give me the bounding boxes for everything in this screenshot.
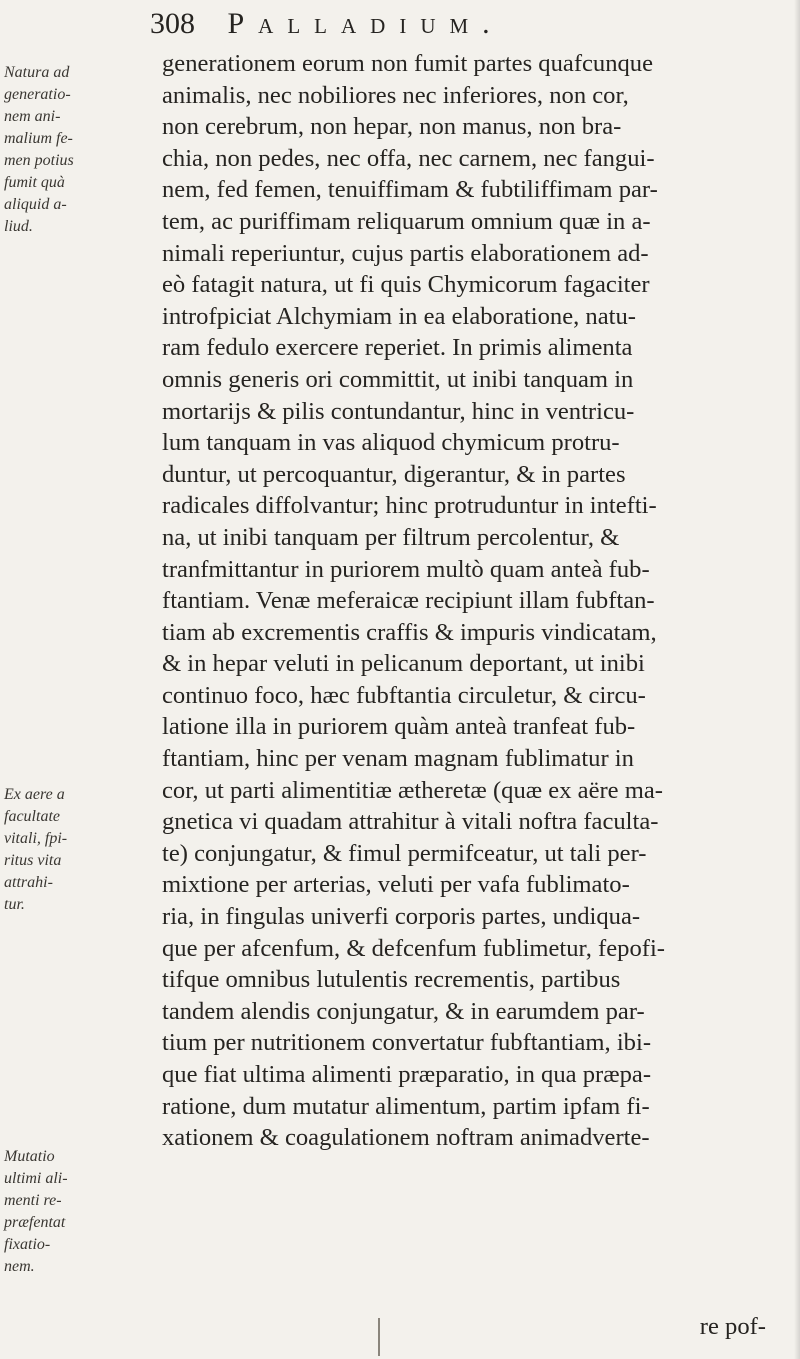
- margin-note-line: nem.: [4, 1258, 35, 1275]
- margin-note-line: Mutatio: [4, 1148, 55, 1165]
- catchword: re pof-: [699, 1313, 766, 1340]
- text-line: mortarijs & pilis contundantur, hinc in ventricu-: [162, 397, 635, 425]
- text-line: generationem eorum non fumit partes quafcunque: [162, 50, 654, 77]
- text-line: tandem alendis conjungatur, & in earumdem par-: [162, 997, 645, 1025]
- text-line: lum tanquam in vas aliquod chymicum protru-: [162, 429, 620, 457]
- text-line: omnis generis ori committit, ut inibi tanquam in: [162, 365, 634, 393]
- text-line: radicales diffolvantur; hinc protruduntur in intefti-: [162, 492, 657, 520]
- text-line: te) conjungatur, & fimul permifceatur, ut tali per-: [162, 839, 647, 867]
- margin-note-mutatio: [4, 1146, 154, 1278]
- text-line: cor, ut parti alimentitiæ ætheretæ (quæ ex aëre ma-: [162, 776, 663, 804]
- text-line: mixtione per arterias, veluti per vafa fublimato-: [162, 871, 630, 899]
- margin-note-line: Natura ad: [4, 64, 70, 81]
- margin-note-line: liud.: [4, 218, 33, 235]
- running-title: Palladium.: [227, 7, 504, 40]
- text-line: gnetica vi quadam attrahitur à vitali noftra faculta-: [162, 808, 659, 836]
- margin-note-line: aliquid a-: [4, 196, 67, 213]
- margin-note-line: fumit quà: [4, 174, 65, 191]
- margin-note-line: facultate: [4, 808, 60, 825]
- text-line: ftantiam. Venæ meferaicæ recipiunt illam fubftan-: [162, 587, 655, 615]
- text-line: latione illa in puriorem quàm anteà tranfeat fub-: [162, 713, 636, 741]
- text-line: duntur, ut percoquantur, digerantur, & in partes: [162, 460, 626, 488]
- margin-note-line: præfentat: [4, 1214, 66, 1231]
- text-line: na, ut inibi tanquam per filtrum percolentur, &: [162, 523, 620, 551]
- text-line: tium per nutritionem convertatur fubftantiam, ibi-: [162, 1029, 652, 1057]
- margin-note-line: generatio-: [4, 86, 71, 103]
- text-line: ria, in fingulas univerfi corporis partes, undiqua-: [162, 903, 641, 931]
- text-line: non cerebrum, non hepar, non manus, non bra-: [162, 113, 622, 141]
- text-line: chia, non pedes, nec offa, nec carnem, nec fangui-: [162, 144, 655, 172]
- margin-note-line: ritus vita: [4, 852, 62, 869]
- margin-note-line: nem ani-: [4, 108, 61, 125]
- text-line: que per afcenfum, & defcenfum fublimetur, fepofi-: [162, 934, 665, 962]
- text-line: continuo foco, hæc fubftantia circuletur, & circu-: [162, 681, 646, 709]
- page-header: [150, 4, 790, 44]
- margin-note-line: ultimi ali-: [4, 1170, 68, 1187]
- text-line: ram fedulo exercere reperiet. In primis alimenta: [162, 334, 633, 362]
- margin-note-line: vitali, fpi-: [4, 830, 68, 847]
- text-line: tem, ac puriffimam reliquarum omnium quæ in a-: [162, 207, 651, 235]
- text-line: que fiat ultima alimenti præparatio, in qua præpa-: [162, 1061, 652, 1088]
- text-line: nimali reperiuntur, cujus partis elaborationem ad-: [162, 239, 649, 267]
- text-line: tranfmittantur in puriorem multò quam anteà fub-: [162, 555, 650, 583]
- text-line: ratione, dum mutatur alimentum, partim ipfam fi-: [162, 1092, 650, 1120]
- margin-note-ex-aere: [4, 784, 154, 916]
- text-line: tifque omnibus lutulentis recrementis, partibus: [162, 966, 621, 994]
- margin-note-line: Ex aere a: [4, 786, 65, 803]
- text-line: tiam ab excrementis craffis & impuris vindicatam,: [162, 618, 657, 646]
- margin-note-line: men potius: [4, 152, 74, 169]
- text-line: & in hepar veluti in pelicanum deportant, ut inibi: [162, 650, 645, 678]
- margin-note-line: menti re-: [4, 1192, 62, 1209]
- page-number: 308: [150, 7, 195, 40]
- page-edge-shadow: [794, 0, 800, 1359]
- ink-mark: [378, 1318, 380, 1356]
- text-line: animalis, nec nobiliores nec inferiores, non cor,: [162, 81, 629, 109]
- margin-note-line: fixatio-: [4, 1236, 51, 1253]
- text-line: xationem & coagulationem noftram animadverte-: [162, 1124, 650, 1152]
- text-line: nem, fed femen, tenuiffimam & fubtiliffimam par-: [162, 176, 658, 204]
- margin-note-line: tur.: [4, 896, 25, 913]
- body-text: [162, 48, 794, 1154]
- margin-note-line: malium fe-: [4, 130, 73, 147]
- margin-note-line: attrahi-: [4, 874, 53, 891]
- margin-note-natura: [4, 62, 154, 238]
- text-line: eò fatagit natura, ut fi quis Chymicorum fagaciter: [162, 271, 650, 299]
- text-line: introfpiciat Alchymiam in ea elaboratione, natu-: [162, 302, 636, 330]
- text-line: ftantiam, hinc per venam magnam fublimatur in: [162, 745, 634, 773]
